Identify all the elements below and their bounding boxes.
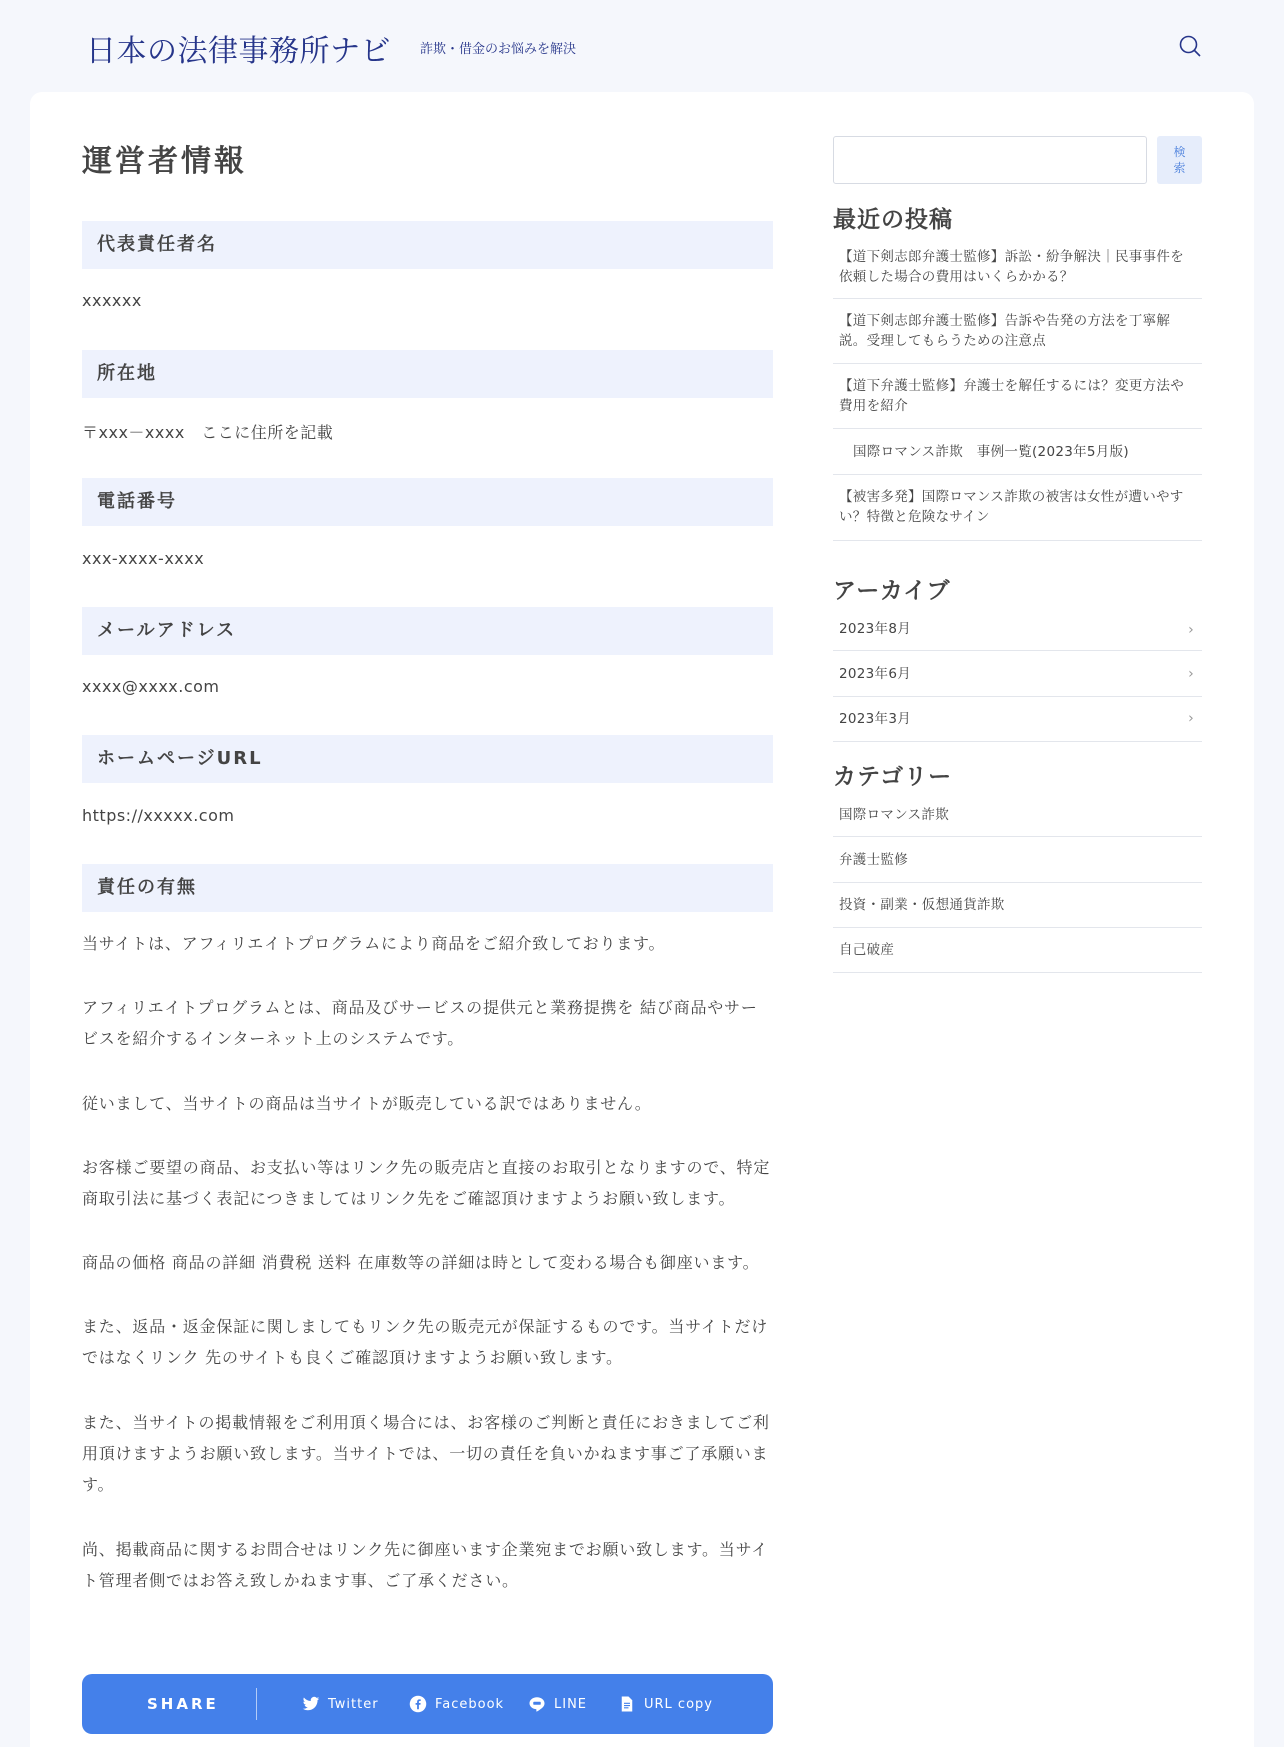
share-label: SHARE: [147, 1695, 219, 1713]
recent-post-item[interactable]: 【道下剣志郎弁護士監修】訴訟・紛争解決｜民事事件を依頼した場合の費用はいくらかかる？: [833, 245, 1202, 299]
facebook-icon: [409, 1695, 427, 1713]
copy-icon: [618, 1695, 636, 1713]
archive-item[interactable]: [833, 697, 1202, 742]
section-heading-homepage: ホームページURL: [82, 735, 773, 783]
archive-title: アーカイブ: [833, 578, 951, 604]
category-item[interactable]: 自己破産: [833, 928, 1202, 973]
paragraph: 従いまして、当サイトの商品は当サイトが販売している訳ではありません。: [82, 1094, 652, 1113]
recent-post-item[interactable]: 【被害多発】国際ロマンス詐欺の被害は女性が遭いやすい？特徴と危険なサイン: [833, 475, 1202, 541]
phone-value: xxx-xxxx-xxxx: [82, 549, 205, 568]
paragraph: また、返品・返金保証に関しましてもリンク先の販売元が保証するものです。当サイトだけではなくリンク 先のサイトも良くご確認頂けますようお願い致します。: [82, 1317, 769, 1367]
homepage-value: https://xxxxx.com: [82, 806, 235, 825]
share-twitter-button[interactable]: [302, 1674, 379, 1734]
archive-item-label: 2023年6月: [839, 666, 912, 682]
category-item[interactable]: 投資・副業・仮想通貨詐欺: [833, 883, 1202, 928]
recent-post-item[interactable]: 国際ロマンス詐欺 事例一覧(2023年5月版): [833, 429, 1202, 475]
share-twitter-label: Twitter: [328, 1696, 379, 1712]
site-title[interactable]: 日本の法律事務所ナビ: [86, 34, 391, 69]
chevron-right-icon: ›: [1188, 665, 1194, 682]
category-list: [833, 796, 1202, 973]
line-icon: [528, 1695, 546, 1713]
sidebar-search-button-label: 検索: [1173, 145, 1186, 175]
sidebar-search-input[interactable]: [833, 136, 1147, 184]
paragraph: 商品の価格 商品の詳細 消費税 送料 在庫数等の詳細は時として変わる場合も御座います。: [82, 1253, 760, 1272]
url-copy-label: URL copy: [644, 1696, 713, 1712]
recent-posts-title: 最近の投稿: [833, 207, 953, 233]
twitter-icon: [302, 1695, 320, 1713]
archive-item[interactable]: [833, 651, 1202, 697]
paragraph: お客様ご要望の商品、お支払い等はリンク先の販売店と直接のお取引となりますので、特定商取引法に基づく表記につきましてはリンク先をご確認頂けますようお願い致します。: [82, 1158, 771, 1208]
section-heading-liability: 責任の有無: [82, 864, 773, 912]
section-heading-address: 所在地: [82, 350, 773, 398]
address-value: 〒xxx－xxxx ここに住所を記載: [82, 423, 334, 442]
paragraph: また、当サイトの掲載情報をご利用頂く場合には、お客様のご判断と責任におきましてご利用頂けますようお願い致します。当サイトでは、一切の責任を負いかねます事ご了承願います。: [82, 1413, 770, 1494]
site-header: [0, 0, 1284, 92]
section-heading-representative: 代表責任者名: [82, 221, 773, 269]
share-facebook-button[interactable]: [409, 1674, 504, 1734]
recent-post-item[interactable]: 【道下弁護士監修】弁護士を解任するには？変更方法や費用を紹介: [833, 364, 1202, 429]
share-line-label: LINE: [554, 1696, 588, 1712]
archive-item[interactable]: [833, 609, 1202, 651]
representative-value: xxxxxx: [82, 291, 142, 310]
sidebar-search-button[interactable]: [1157, 136, 1202, 184]
search-icon[interactable]: [1178, 34, 1202, 58]
share-divider: [256, 1688, 257, 1720]
archive-item-label: 2023年3月: [839, 711, 912, 727]
category-item[interactable]: 弁護士監修: [833, 837, 1202, 883]
archive-list: [833, 609, 1202, 742]
category-title: カテゴリー: [833, 764, 953, 790]
category-item[interactable]: 国際ロマンス詐欺: [833, 796, 1202, 837]
share-line-button[interactable]: [528, 1674, 587, 1734]
email-value: xxxx@xxxx.com: [82, 677, 220, 696]
section-heading-phone: 電話番号: [82, 478, 773, 526]
chevron-right-icon: ›: [1188, 621, 1194, 638]
share-facebook-label: Facebook: [435, 1696, 505, 1712]
share-bar: [82, 1674, 773, 1734]
site-tagline: 詐欺・借金のお悩みを解決: [420, 42, 577, 57]
archive-item-label: 2023年8月: [839, 621, 912, 637]
recent-post-item[interactable]: 【道下剣志郎弁護士監修】告訴や告発の方法を丁寧解説。受理してもらうための注意点: [833, 299, 1202, 364]
recent-posts-list: [833, 245, 1202, 541]
section-heading-email: メールアドレス: [82, 607, 773, 655]
paragraph: アフィリエイトプログラムとは、商品及びサービスの提供元と業務提携を 結び商品やサービスを紹介するインターネット上のシステムです。: [82, 998, 758, 1048]
page-title: 運営者情報: [82, 144, 247, 179]
paragraph: 当サイトは、アフィリエイトプログラムにより商品をご紹介致しております。: [82, 934, 666, 953]
paragraph: 尚、掲載商品に関するお問合せはリンク先に御座います企業宛までお願い致します。当サイト管理者側ではお答え致しかねます事、ご了承ください。: [82, 1540, 769, 1590]
url-copy-button[interactable]: [618, 1674, 713, 1734]
chevron-right-icon: ›: [1188, 710, 1194, 727]
